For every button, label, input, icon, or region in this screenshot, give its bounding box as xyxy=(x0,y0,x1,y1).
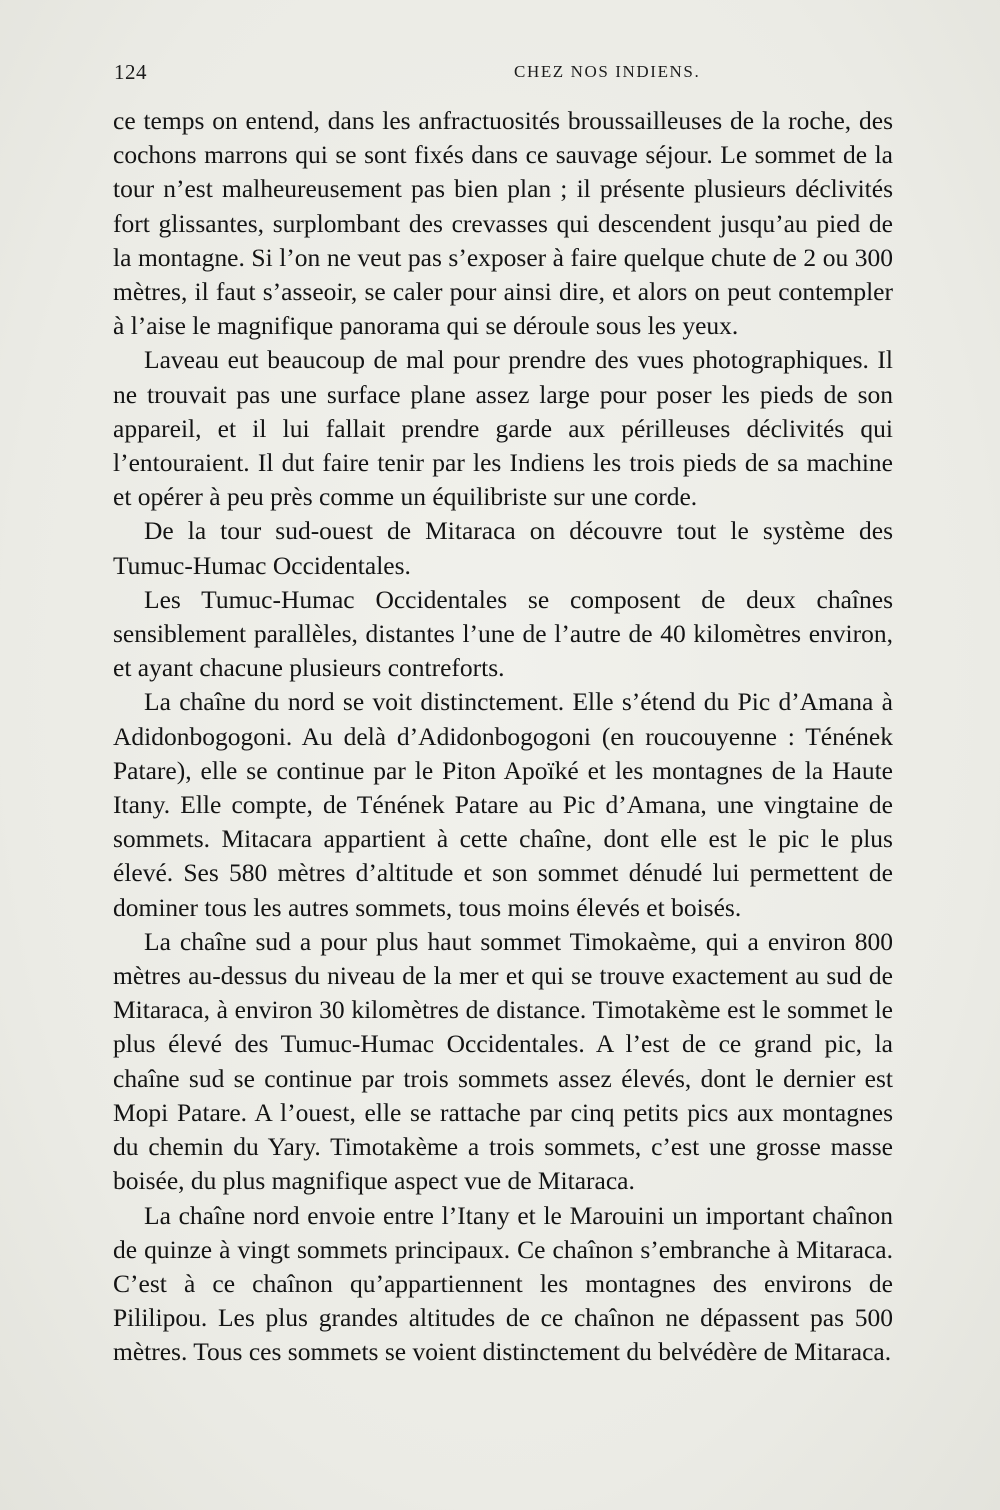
paragraph: La chaîne nord envoie entre l’Itany et le Marouini un important chaînon de quinze à vingt sommets principaux. Ce chaînon s’embranche à Mitaraca. C’est à ce chaînon qu’appartiennent les montagnes des environs de Pililipou. Les plus grandes altitudes de ce chaînon ne dépassent pas 500 mètres. Tous ces sommets se voient distinctement du belvédère de Mitaraca. xyxy=(113,1200,893,1367)
paragraph: De la tour sud-ouest de Mitaraca on découvre tout le système des Tumuc-Humac Occidentales. xyxy=(113,516,893,580)
paragraph-continuation: ce temps on entend, dans les anfractuosités broussailleuses de la roche, des cochons marrons qui se sont fixés dans ce sauvage séjour. Le sommet de la tour n’est malheureusement pas bien plan ; il présente plusieurs déclivités fort glissantes, surplombant des crevasses qui descendent jusqu’au pied de la montagne. Si l’on ne veut pas s’exposer à faire quelque chute de 2 ou 300 mètres, il faut s’asseoir, se caler pour ainsi dire, et alors on peut contempler à l’aise le magnifique panorama qui se déroule sous les yeux. xyxy=(113,106,893,341)
page-number: 124 xyxy=(114,60,147,84)
paragraph: La chaîne sud a pour plus haut sommet Timokaème, qui a environ 800 mètres au-dessus du niveau de la mer et qui se trouve exactement au sud de Mitaraca, à environ 30 kilomètres de distance. Timotakème est le sommet le plus élevé des Tumuc-Humac Occidentales. A l’est de ce grand pic, la chaîne sud se continue par trois sommets assez élevés, dont le dernier est Mopi Patare. A l’ouest, elle se rattache par cinq petits pics aux montagnes du chemin du Yary. Timotakème a trois sommets, c’est une grosse masse boisée, du plus magnifique aspect vue de Mitaraca. xyxy=(113,926,893,1196)
paragraph: Les Tumuc-Humac Occidentales se composent de deux chaînes sensiblement parallèles, distantes l’une de l’autre de 40 kilomètres environ, et ayant chacune plusieurs contreforts. xyxy=(113,584,893,683)
paragraph: Laveau eut beaucoup de mal pour prendre des vues photographiques. Il ne trouvait pas une surface plane assez large pour poser les pieds de son appareil, et il lui fallait prendre garde aux périlleuses déclivités qui l’entouraient. Il dut faire tenir par les Indiens les trois pieds de sa machine et opérer à peu près comme un équilibriste sur une corde. xyxy=(113,345,893,512)
paragraph: La chaîne du nord se voit distinctement. Elle s’étend du Pic d’Amana à Adidonbogogoni. Au delà d’Adidonbogogoni (en roucouyenne : Ténének Patare), elle se continue par le Piton Apoïké et les montagnes de la Haute Itany. Elle compte, de Ténének Patare au Pic d’Amana, une vingtaine de sommets. Mitacara appartient à cette chaîne, dont elle est le pic le plus élevé. Ses 580 mètres d’altitude et son sommet dénudé lui permettent de dominer tous les autres sommets, tous moins élevés et boisés. xyxy=(113,687,893,922)
running-head: CHEZ NOS INDIENS. xyxy=(514,62,701,81)
body-text xyxy=(113,104,893,1370)
page-header xyxy=(114,60,894,90)
